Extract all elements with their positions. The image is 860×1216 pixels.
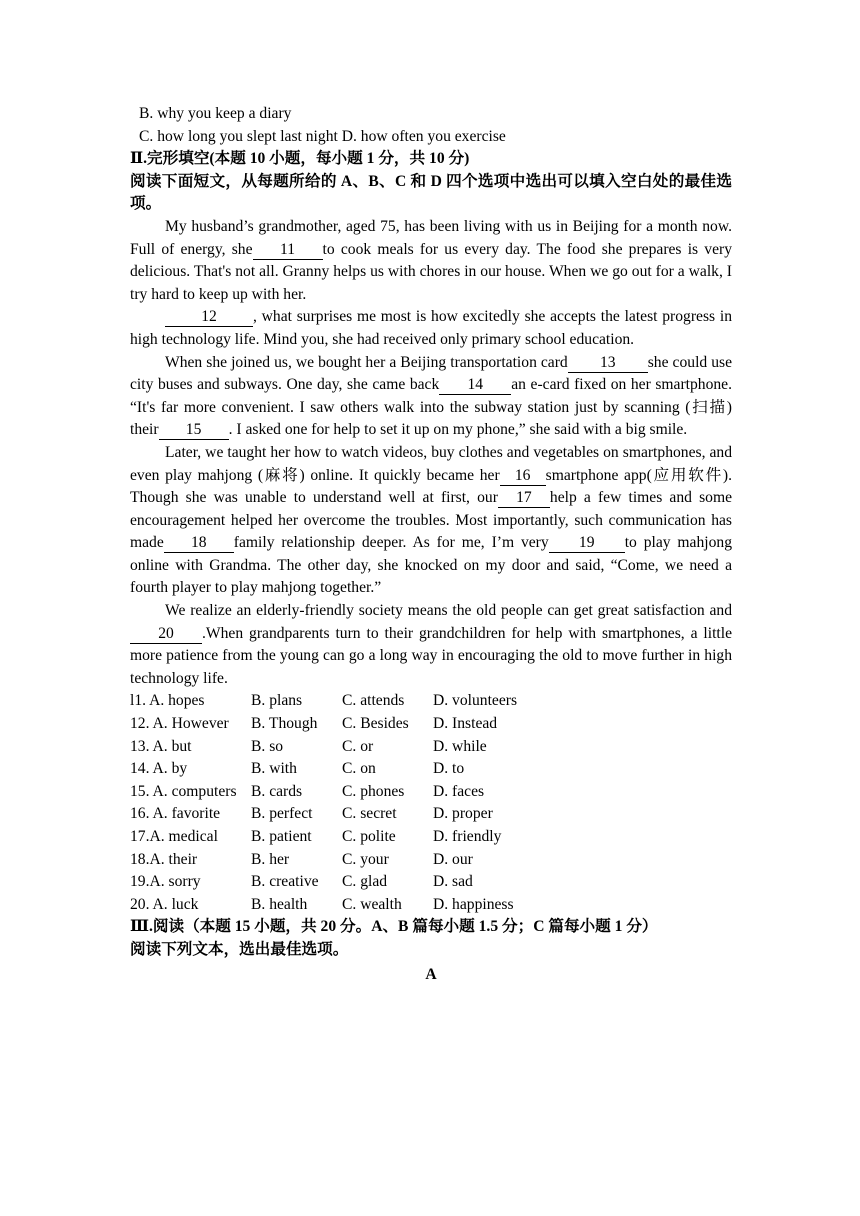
option-row: l1. A. hopes B. plans C. attends D. volunteers xyxy=(130,692,518,710)
option-row: 14. A. by B. with C. on D. to xyxy=(130,760,465,778)
option-row: 19.A. sorry B. creative C. glad D. sad xyxy=(130,873,473,891)
prev-option-cd: C. how long you slept last night D. how often you exercise xyxy=(139,127,506,145)
passage-paragraph-4: Later, we taught her how to watch videos, buy clothes and vegetables on smartphones, and even play mahjong (麻将) online. It quickly became her 16 smartphone app(应用软件). Though she was unable to understand well at first, our 17 help a few times and some encouragement helped her overcome the troubles. Most importantly, such communication has made 18 family relationship deeper. As for me, I’m very 19 to play mahjong online with Grandma. The other day, she knocked on my door and said, “Come, we need a fourth player to play mahjong together.” xyxy=(130,443,733,597)
section3-instruction: 阅读下列文本，选出最佳选项。 xyxy=(130,940,349,958)
option-row: 17.A. medical B. patient C. polite D. friendly xyxy=(130,828,502,845)
blank-18: 18 xyxy=(164,534,234,553)
blank-17: 17 xyxy=(498,489,550,508)
blank-13: 13 xyxy=(568,354,648,373)
passage-paragraph-1: My husband’s grandmother, aged 75, has been living with us in Beijing for a month now. Full of energy, she 11 to cook meals for us every day. The food she prepares is very delicious. That's not all. Granny helps us with chores in our house. When we go out for a walk, I try hard to keep up with her. xyxy=(130,217,732,303)
section2-heading: Ⅱ.完形填空(本题 10 小题，每小题 1 分，共 10 分) xyxy=(130,150,470,168)
document-page xyxy=(130,103,732,986)
blank-14: 14 xyxy=(439,376,511,395)
section3-heading: Ⅲ.阅读（本题 15 小题，共 20 分。A、B 篇每小题 1.5 分；C 篇每小题 1 分） xyxy=(130,918,658,936)
answer-options xyxy=(130,690,732,916)
option-row: 13. A. but B. so C. or D. while xyxy=(130,737,487,755)
option-row: 16. A. favorite B. perfect C. secret D. proper xyxy=(130,805,493,823)
prev-option-b: B. why you keep a diary xyxy=(139,105,292,122)
blank-15: 15 xyxy=(159,421,229,440)
passage-paragraph-3: When she joined us, we bought her a Beijing transportation card 13 she could use city buses and subways. One day, she came back 14 an e-card fixed on her smartphone. “It's far more convenient. I saw others walk into the subway station just by scanning (扫描) their 15 . I asked one for help to set it up on my phone,” she said with a big smile. xyxy=(130,353,733,439)
blank-19: 19 xyxy=(549,534,625,553)
section2-instruction: 阅读下面短文，从每题所给的 A、B、C 和 D 四个选项中选出可以填入空白处的最佳选项。 xyxy=(130,172,732,213)
option-row: 20. A. luck B. health C. wealth D. happiness xyxy=(130,895,514,913)
option-row: 15. A. computers B. cards C. phones D. faces xyxy=(130,782,485,800)
blank-20: 20 xyxy=(130,625,202,644)
blank-12: 12 xyxy=(165,308,253,327)
blank-11: 11 xyxy=(253,241,323,260)
part-label: A xyxy=(425,965,437,983)
option-row: 18.A. their B. her C. your D. our xyxy=(130,850,473,868)
blank-16: 16 xyxy=(500,467,546,486)
passage-paragraph-2: 12 , what surprises me most is how excitedly she accepts the latest progress in high technology life. Mind you, she had received only primary school education. xyxy=(130,308,732,348)
passage-paragraph-5: We realize an elderly-friendly society means the old people can get great satisfaction and20 .When grandparents turn to their grandchildren for help with smartphones, a little more patience from the young can go a long way in encouraging the old to move further in high technology life. xyxy=(130,602,732,687)
option-row: 12. A. However B. Though C. Besides D. Instead xyxy=(130,715,498,733)
